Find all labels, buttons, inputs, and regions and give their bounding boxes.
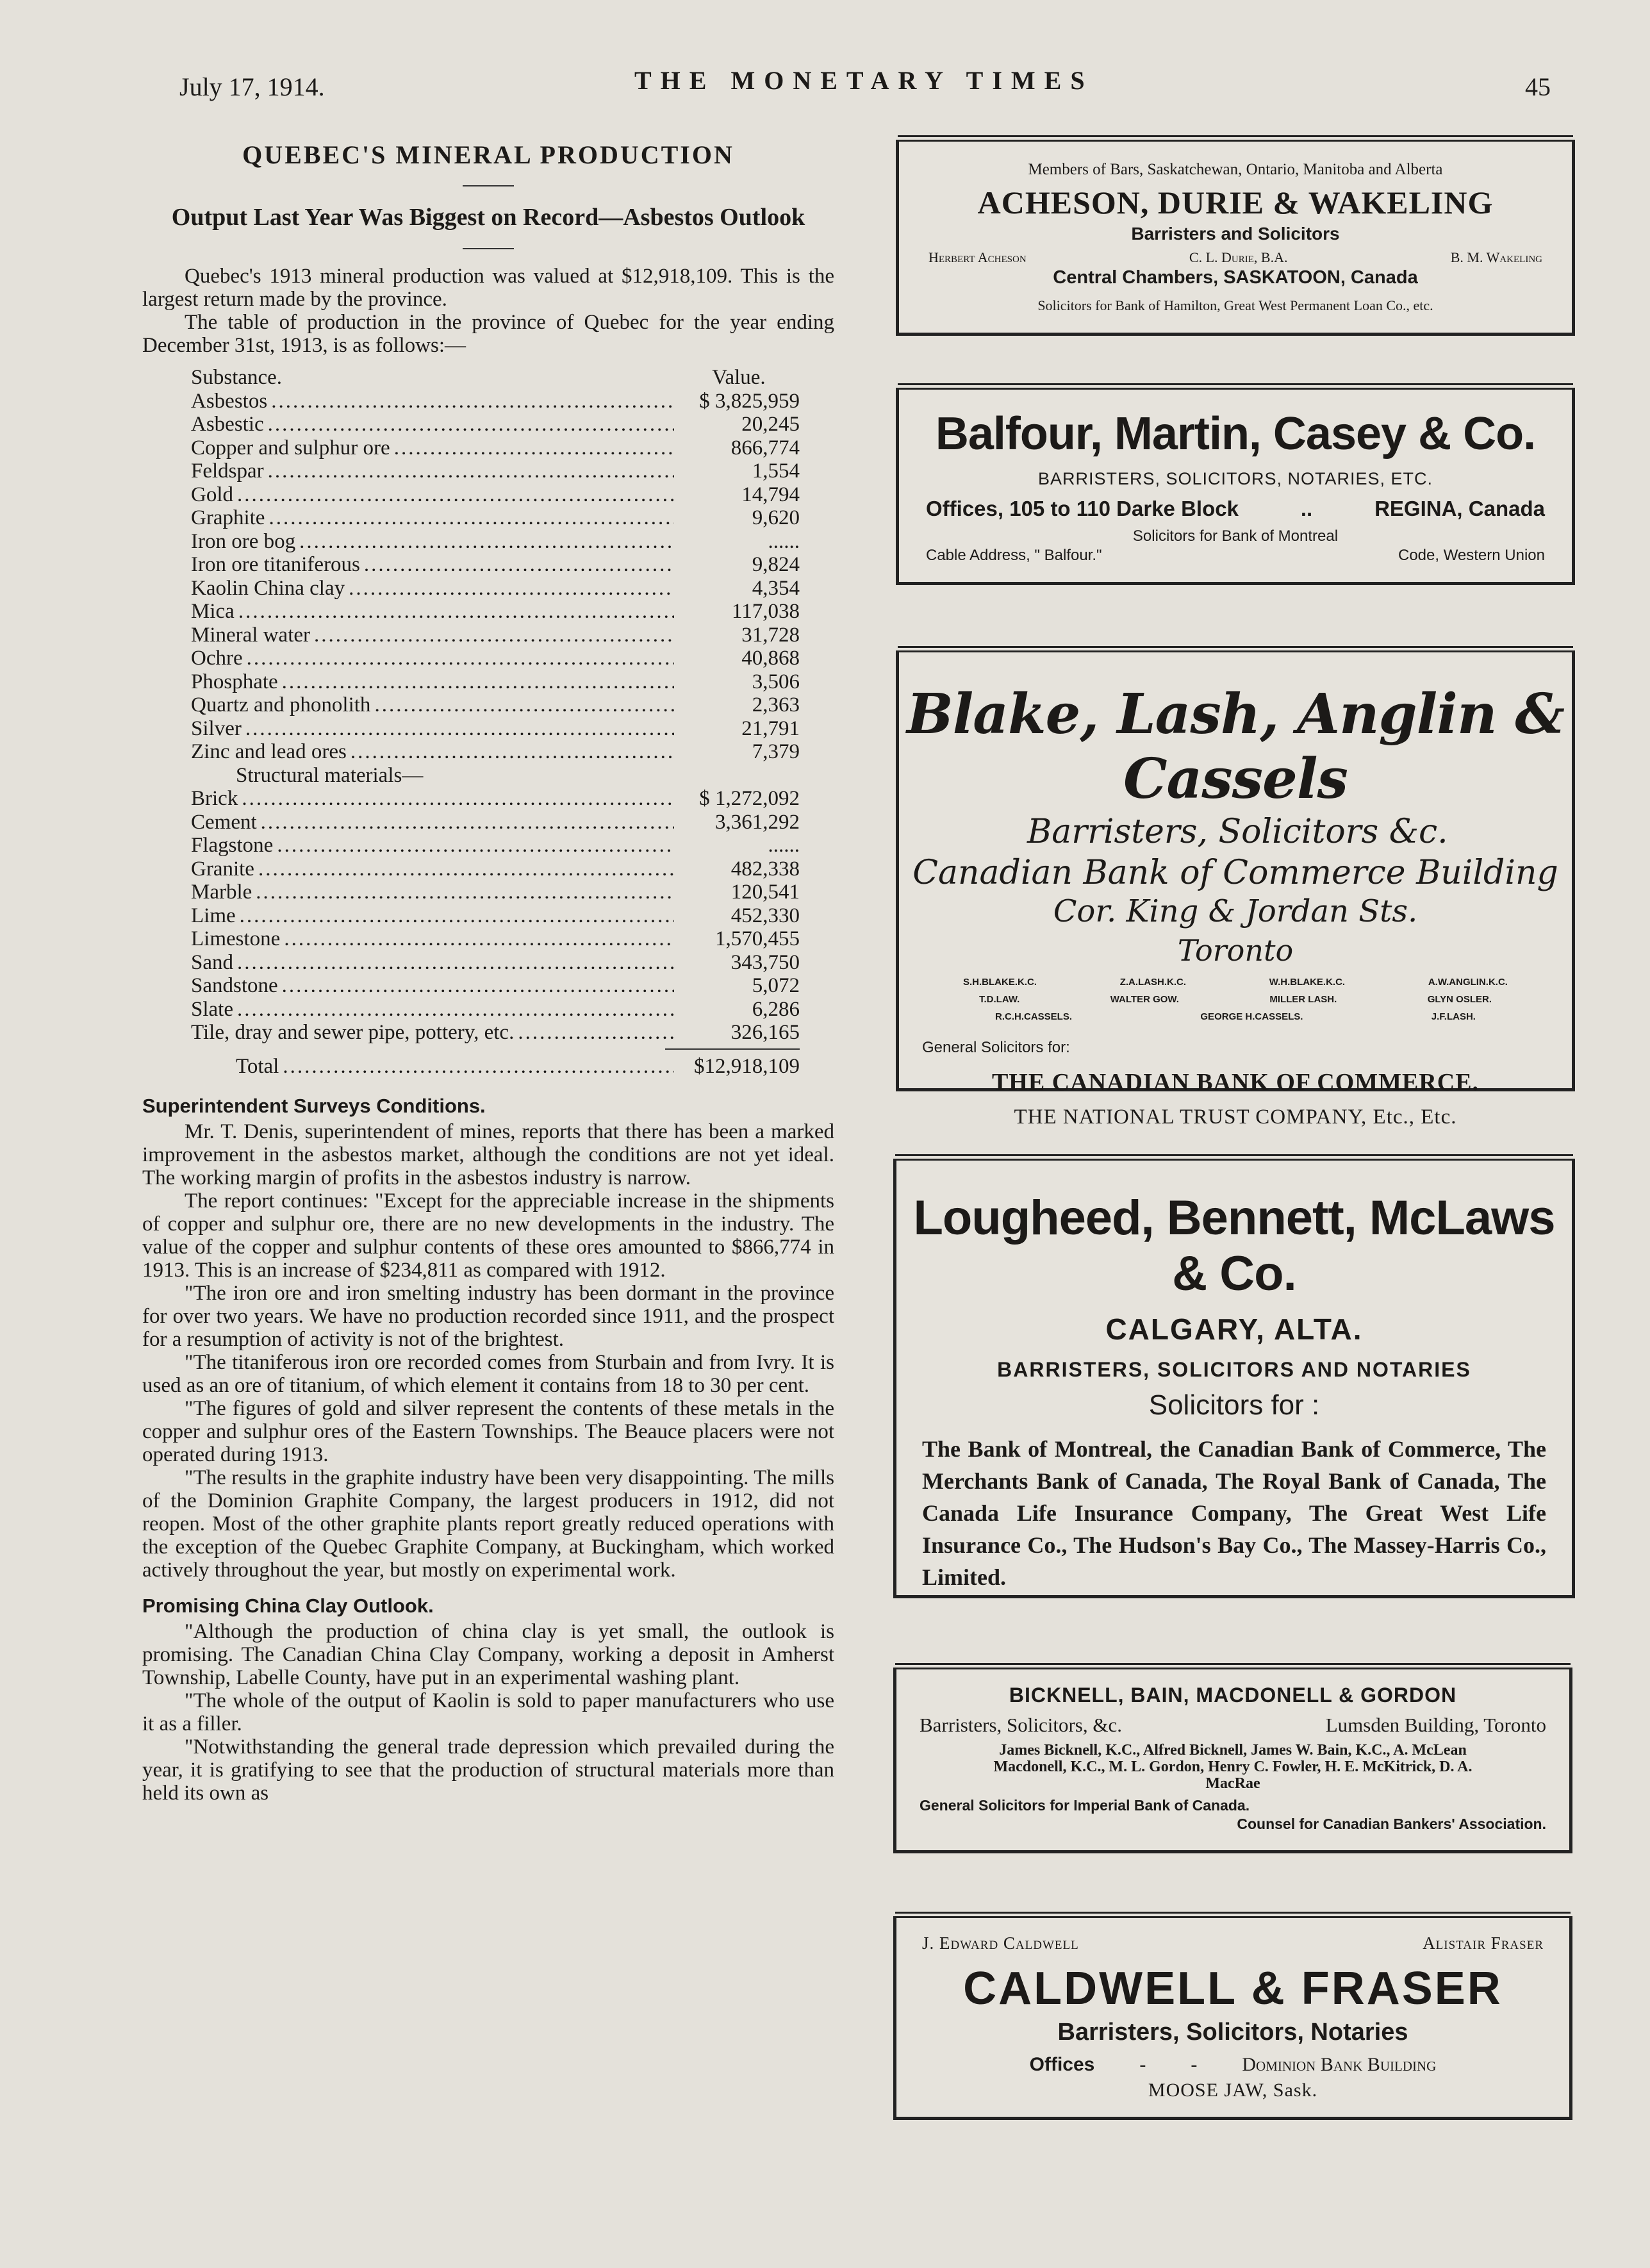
publication-title: THE MONETARY TIMES <box>634 66 1094 95</box>
substance-value: 866,774 <box>730 436 800 459</box>
body-paragraph: "The figures of gold and silver represent the contents of these metals in the copper and sulphur ores of the Eastern Townships. The Beauce placers were not operated during 1913. <box>142 1397 834 1466</box>
substance-name: Gold <box>191 483 233 506</box>
substance-value: 31,728 <box>741 623 800 647</box>
substance-value: 9,620 <box>752 506 800 529</box>
ad-partners: Herbert Acheson C. L. Durie, B.A. B. M. Wakeling <box>928 249 1542 265</box>
ad-bicknell-bain-macdonell-gordon <box>893 1668 1572 1853</box>
page-number: 45 <box>1525 72 1551 101</box>
section-heading: Promising China Clay Outlook. <box>142 1594 434 1617</box>
substance-name: Mica <box>191 600 235 623</box>
substance-name: Granite <box>191 857 254 881</box>
substance-value: 120,541 <box>730 881 800 904</box>
ad-offices: Offices, 105 to 110 Darke Block .. REGINA, Canada <box>926 497 1545 520</box>
substance-value: 21,791 <box>741 716 800 740</box>
table-row <box>191 834 800 857</box>
ad-lougheed-bennett-mclaws <box>893 1159 1575 1598</box>
substance-name: Graphite <box>191 506 265 529</box>
ad-general-solicitors: General Solicitors for Imperial Bank of Canada. <box>920 1797 1250 1814</box>
substance-name: Sandstone <box>191 974 278 997</box>
substance-name: Flagstone <box>191 834 274 857</box>
section-heading: Superintendent Surveys Conditions. <box>142 1095 486 1117</box>
substance-name: Phosphate <box>191 670 278 693</box>
ad-counsel: Counsel for Canadian Bankers' Association. <box>1237 1816 1546 1832</box>
table-rows <box>191 390 800 764</box>
ad-balfour-martin-casey <box>896 388 1575 585</box>
substance-name: Brick <box>191 787 238 810</box>
table-total-row <box>191 1055 800 1079</box>
structural-rows <box>191 787 800 1045</box>
ad-caldwell-fraser <box>893 1916 1572 2120</box>
substance-value: 40,868 <box>741 647 800 670</box>
substance-value: 5,072 <box>752 974 800 997</box>
ad-solicitors: Solicitors for Bank of Hamilton, Great West Permanent Loan Co., etc. <box>1037 297 1433 313</box>
ad-city: CALGARY, ALTA. <box>1105 1312 1363 1346</box>
table-row <box>191 390 800 413</box>
table-row <box>191 436 800 460</box>
table-row <box>191 998 800 1022</box>
production-table <box>191 366 800 1078</box>
total-rule <box>665 1048 800 1050</box>
substance-value: ...... <box>768 834 800 857</box>
col-substance: Substance. <box>191 366 283 389</box>
ad-partners-row: R.C.H.CASSELS. GEORGE H.CASSELS. J.F.LASH. <box>995 1011 1476 1022</box>
table-row <box>191 506 800 530</box>
ad-partners-row: S.H.BLAKE.K.C. Z.A.LASH.K.C. W.H.BLAKE.K.C. A.W.ANGLIN.K.C. <box>963 977 1508 988</box>
substance-value: 343,750 <box>730 950 800 974</box>
substance-name: Kaolin China clay <box>191 576 345 600</box>
substance-value: 4,354 <box>752 576 800 600</box>
substance-name: Zinc and lead ores <box>191 740 347 763</box>
ad-bank-line: THE NATIONAL TRUST COMPANY, Etc., Etc. <box>1014 1105 1457 1129</box>
table-row <box>191 927 800 951</box>
total-label: Total <box>236 1054 279 1078</box>
ad-firm-name: CALDWELL & FRASER <box>963 1963 1503 2014</box>
table-row <box>191 413 800 436</box>
ad-firm-name: BICKNELL, BAIN, MACDONELL & GORDON <box>1009 1684 1457 1707</box>
substance-name: Lime <box>191 904 236 927</box>
substance-name: Asbestic <box>191 413 264 436</box>
table-row <box>191 577 800 600</box>
page-date: July 17, 1914. <box>179 72 325 101</box>
ad-firm-name: ACHESON, DURIE & WAKELING <box>977 185 1494 220</box>
section2-body <box>142 1620 834 1805</box>
substance-name: Marble <box>191 881 252 904</box>
table-row <box>191 857 800 881</box>
substance-value: 326,165 <box>730 1021 800 1044</box>
ad-role: BARRISTERS, SOLICITORS AND NOTARIES <box>997 1358 1471 1381</box>
substance-name: Slate <box>191 997 233 1021</box>
table-row <box>191 459 800 483</box>
ad-firm-name: Blake, Lash, Anglin & Cassels <box>906 682 1565 811</box>
article-title: QUEBEC'S MINERAL PRODUCTION <box>242 140 734 169</box>
ad-partners-row: T.D.LAW. WALTER GOW. MILLER LASH. GLYN OSLER. <box>979 994 1492 1005</box>
body-paragraph: "Notwithstanding the general trade depression which prevailed during the year, it is gratifying to see that the production of structural materials more than held its own as <box>142 1735 834 1805</box>
article-column <box>142 140 834 1805</box>
substance-name: Tile, dray and sewer pipe, pottery, etc. <box>191 1021 515 1044</box>
substance-value: 1,554 <box>752 459 800 483</box>
table-row <box>191 881 800 904</box>
ad-role: Barristers and Solicitors <box>1131 224 1340 244</box>
table-row <box>191 483 800 507</box>
table-row <box>191 1021 800 1045</box>
substance-value: 7,379 <box>752 740 800 763</box>
substance-name: Asbestos <box>191 389 268 413</box>
title-rule <box>463 185 514 186</box>
intro-paragraph: Quebec's 1913 mineral production was valued at $12,918,109. This is the largest return made by the province. <box>142 265 834 311</box>
ad-partners: James Bicknell, K.C., Alfred Bicknell, James W. Bain, K.C., A. McLean Macdonell, K.C., M. L. Gordon, Henry C. Fowler, H. E. McKitrick, D. A. MacRae <box>993 1742 1473 1792</box>
table-row <box>191 553 800 577</box>
body-paragraph: "The results in the graphite industry have been very disappointing. The mills of the Dominion Graphite Company, the largest producers in 1912, did not reopen. Most of the other graphite plants report greatly reduced operations with the exception of the Quebec Graphite Company, at Buckingham, which worked actively throughout the year, but mostly on experimental work. <box>142 1466 834 1582</box>
substance-value: 6,286 <box>752 997 800 1021</box>
body-paragraph: "The whole of the output of Kaolin is sold to paper manufacturers who use it as a filler. <box>142 1689 834 1735</box>
ad-members-line: Members of Bars, Saskatchewan, Ontario, Manitoba and Alberta <box>1028 161 1443 178</box>
substance-name: Iron ore titaniferous <box>191 553 360 576</box>
substance-value: 9,824 <box>752 553 800 576</box>
body-paragraph: "The iron ore and iron smelting industry has been dormant in the province for over two years. We have no production recorded since 1911, and the prospect for a resumption of activity is not of the brightest. <box>142 1282 834 1351</box>
ad-general-solicitors: General Solicitors for: <box>922 1039 1070 1056</box>
ad-firm-name: Lougheed, Bennett, McLaws & Co. <box>913 1191 1555 1301</box>
ad-partners: J. Edward Caldwell Alistair Fraser <box>922 1933 1544 1953</box>
table-row <box>191 904 800 928</box>
table-row <box>191 811 800 834</box>
substance-name: Sand <box>191 950 233 974</box>
article-subtitle: Output Last Year Was Biggest on Record—Asbestos Outlook <box>171 204 805 231</box>
ad-blake-lash-anglin-cassels <box>896 650 1575 1129</box>
table-row <box>191 530 800 554</box>
body-paragraph: "The titaniferous iron ore recorded comes from Sturbain and from Ivry. It is used as an ore of titanium, of which element it contains from 18 to 30 per cent. <box>142 1351 834 1397</box>
ad-solicitors-for: Solicitors for : <box>1148 1389 1320 1421</box>
substance-value: 482,338 <box>730 857 800 881</box>
substance-name: Cement <box>191 810 257 834</box>
ad-clients: The Bank of Montreal, the Canadian Bank of Commerce, The Merchants Bank of Canada, The Royal Bank of Canada, The Canada Life Insurance Company, The Great West Life Insurance Co., The Hudson's Bay Co., The Massey-Harris Co., Limited. <box>922 1436 1546 1590</box>
substance-name: Mineral water <box>191 623 310 647</box>
ad-city: MOOSE JAW, Sask. <box>1148 2080 1318 2101</box>
ad-cable-row: Cable Address, " Balfour." Code, Western Union <box>926 547 1545 564</box>
table-header <box>191 366 800 390</box>
substance-value: $ 1,272,092 <box>699 787 800 810</box>
substance-name: Iron ore bog <box>191 529 296 553</box>
table-row <box>191 974 800 998</box>
body-paragraph: Mr. T. Denis, superintendent of mines, reports that there has been a marked improvement in the asbestos market, although the conditions are not yet ideal. The working margin of profits in the asbestos industry is narrow. <box>142 1120 834 1189</box>
ad-firm-name: Balfour, Martin, Casey & Co. <box>935 408 1536 459</box>
col-value: Value. <box>712 366 766 389</box>
table-row <box>191 647 800 670</box>
table-row <box>191 624 800 647</box>
substance-value: 2,363 <box>752 693 800 716</box>
substance-value: ...... <box>768 529 800 553</box>
body-paragraph: The report continues: "Except for the appreciable increase in the shipments of copper and sulphur ore, there are no new developments in the industry. The value of the copper and sulphur contents of these ores amounted to $866,774 in 1913. This is an increase of $234,811 as compared with 1912. <box>142 1189 834 1282</box>
substance-name: Limestone <box>191 927 281 950</box>
substance-value: 452,330 <box>730 904 800 927</box>
ad-city: Toronto <box>1177 933 1294 968</box>
intro-paragraph: The table of production in the province of Quebec for the year ending December 31st, 1913, is as follows:— <box>142 311 834 357</box>
substance-name: Feldspar <box>191 459 264 483</box>
table-row <box>191 951 800 975</box>
ad-address: Central Chambers, SASKATOON, Canada <box>1053 267 1418 288</box>
substance-value: 20,245 <box>741 413 800 436</box>
ad-role: Barristers, Solicitors &c. <box>1027 813 1448 851</box>
substance-name: Silver <box>191 716 242 740</box>
substance-value: $ 3,825,959 <box>699 389 800 413</box>
substance-value: 117,038 <box>731 600 800 623</box>
structural-heading: Structural materials— <box>236 763 424 787</box>
substance-name: Ochre <box>191 647 243 670</box>
ad-corner: Cor. King & Jordan Sts. <box>1053 893 1418 929</box>
table-row <box>191 740 800 764</box>
body-paragraph: "Although the production of china clay is yet small, the outlook is promising. The Canadian China Clay Company, working a deposit in Amherst Township, Labelle County, have put in an experimental washing plant. <box>142 1620 834 1689</box>
ad-role: BARRISTERS, SOLICITORS, NOTARIES, ETC. <box>1037 469 1433 488</box>
table-row <box>191 693 800 717</box>
substance-name: Quartz and phonolith <box>191 693 371 716</box>
table-row <box>191 787 800 811</box>
substance-value: 3,506 <box>752 670 800 693</box>
ad-building: Canadian Bank of Commerce Building <box>912 854 1558 892</box>
table-row <box>191 717 800 741</box>
substance-value: 1,570,455 <box>715 927 800 950</box>
table-row <box>191 670 800 694</box>
section1-body <box>142 1120 834 1582</box>
table-row <box>191 600 800 624</box>
substance-value: 3,361,292 <box>715 810 800 834</box>
ad-acheson-durie-wakeling <box>896 140 1575 336</box>
substance-name: Copper and sulphur ore <box>191 436 390 459</box>
ad-role: Barristers, Solicitors, Notaries <box>1057 2019 1408 2046</box>
ad-role-row: Barristers, Solicitors, &c. Lumsden Building, Toronto <box>920 1714 1546 1736</box>
subtitle-rule <box>463 248 514 249</box>
total-value: $12,918,109 <box>694 1054 800 1078</box>
ad-offices-row: Offices - - Dominion Bank Building <box>1029 2054 1437 2075</box>
substance-value: 14,794 <box>741 483 800 506</box>
ad-bank-line: THE CANADIAN BANK OF COMMERCE. <box>991 1069 1480 1096</box>
ad-solicitors: Solicitors for Bank of Montreal <box>1132 527 1339 545</box>
